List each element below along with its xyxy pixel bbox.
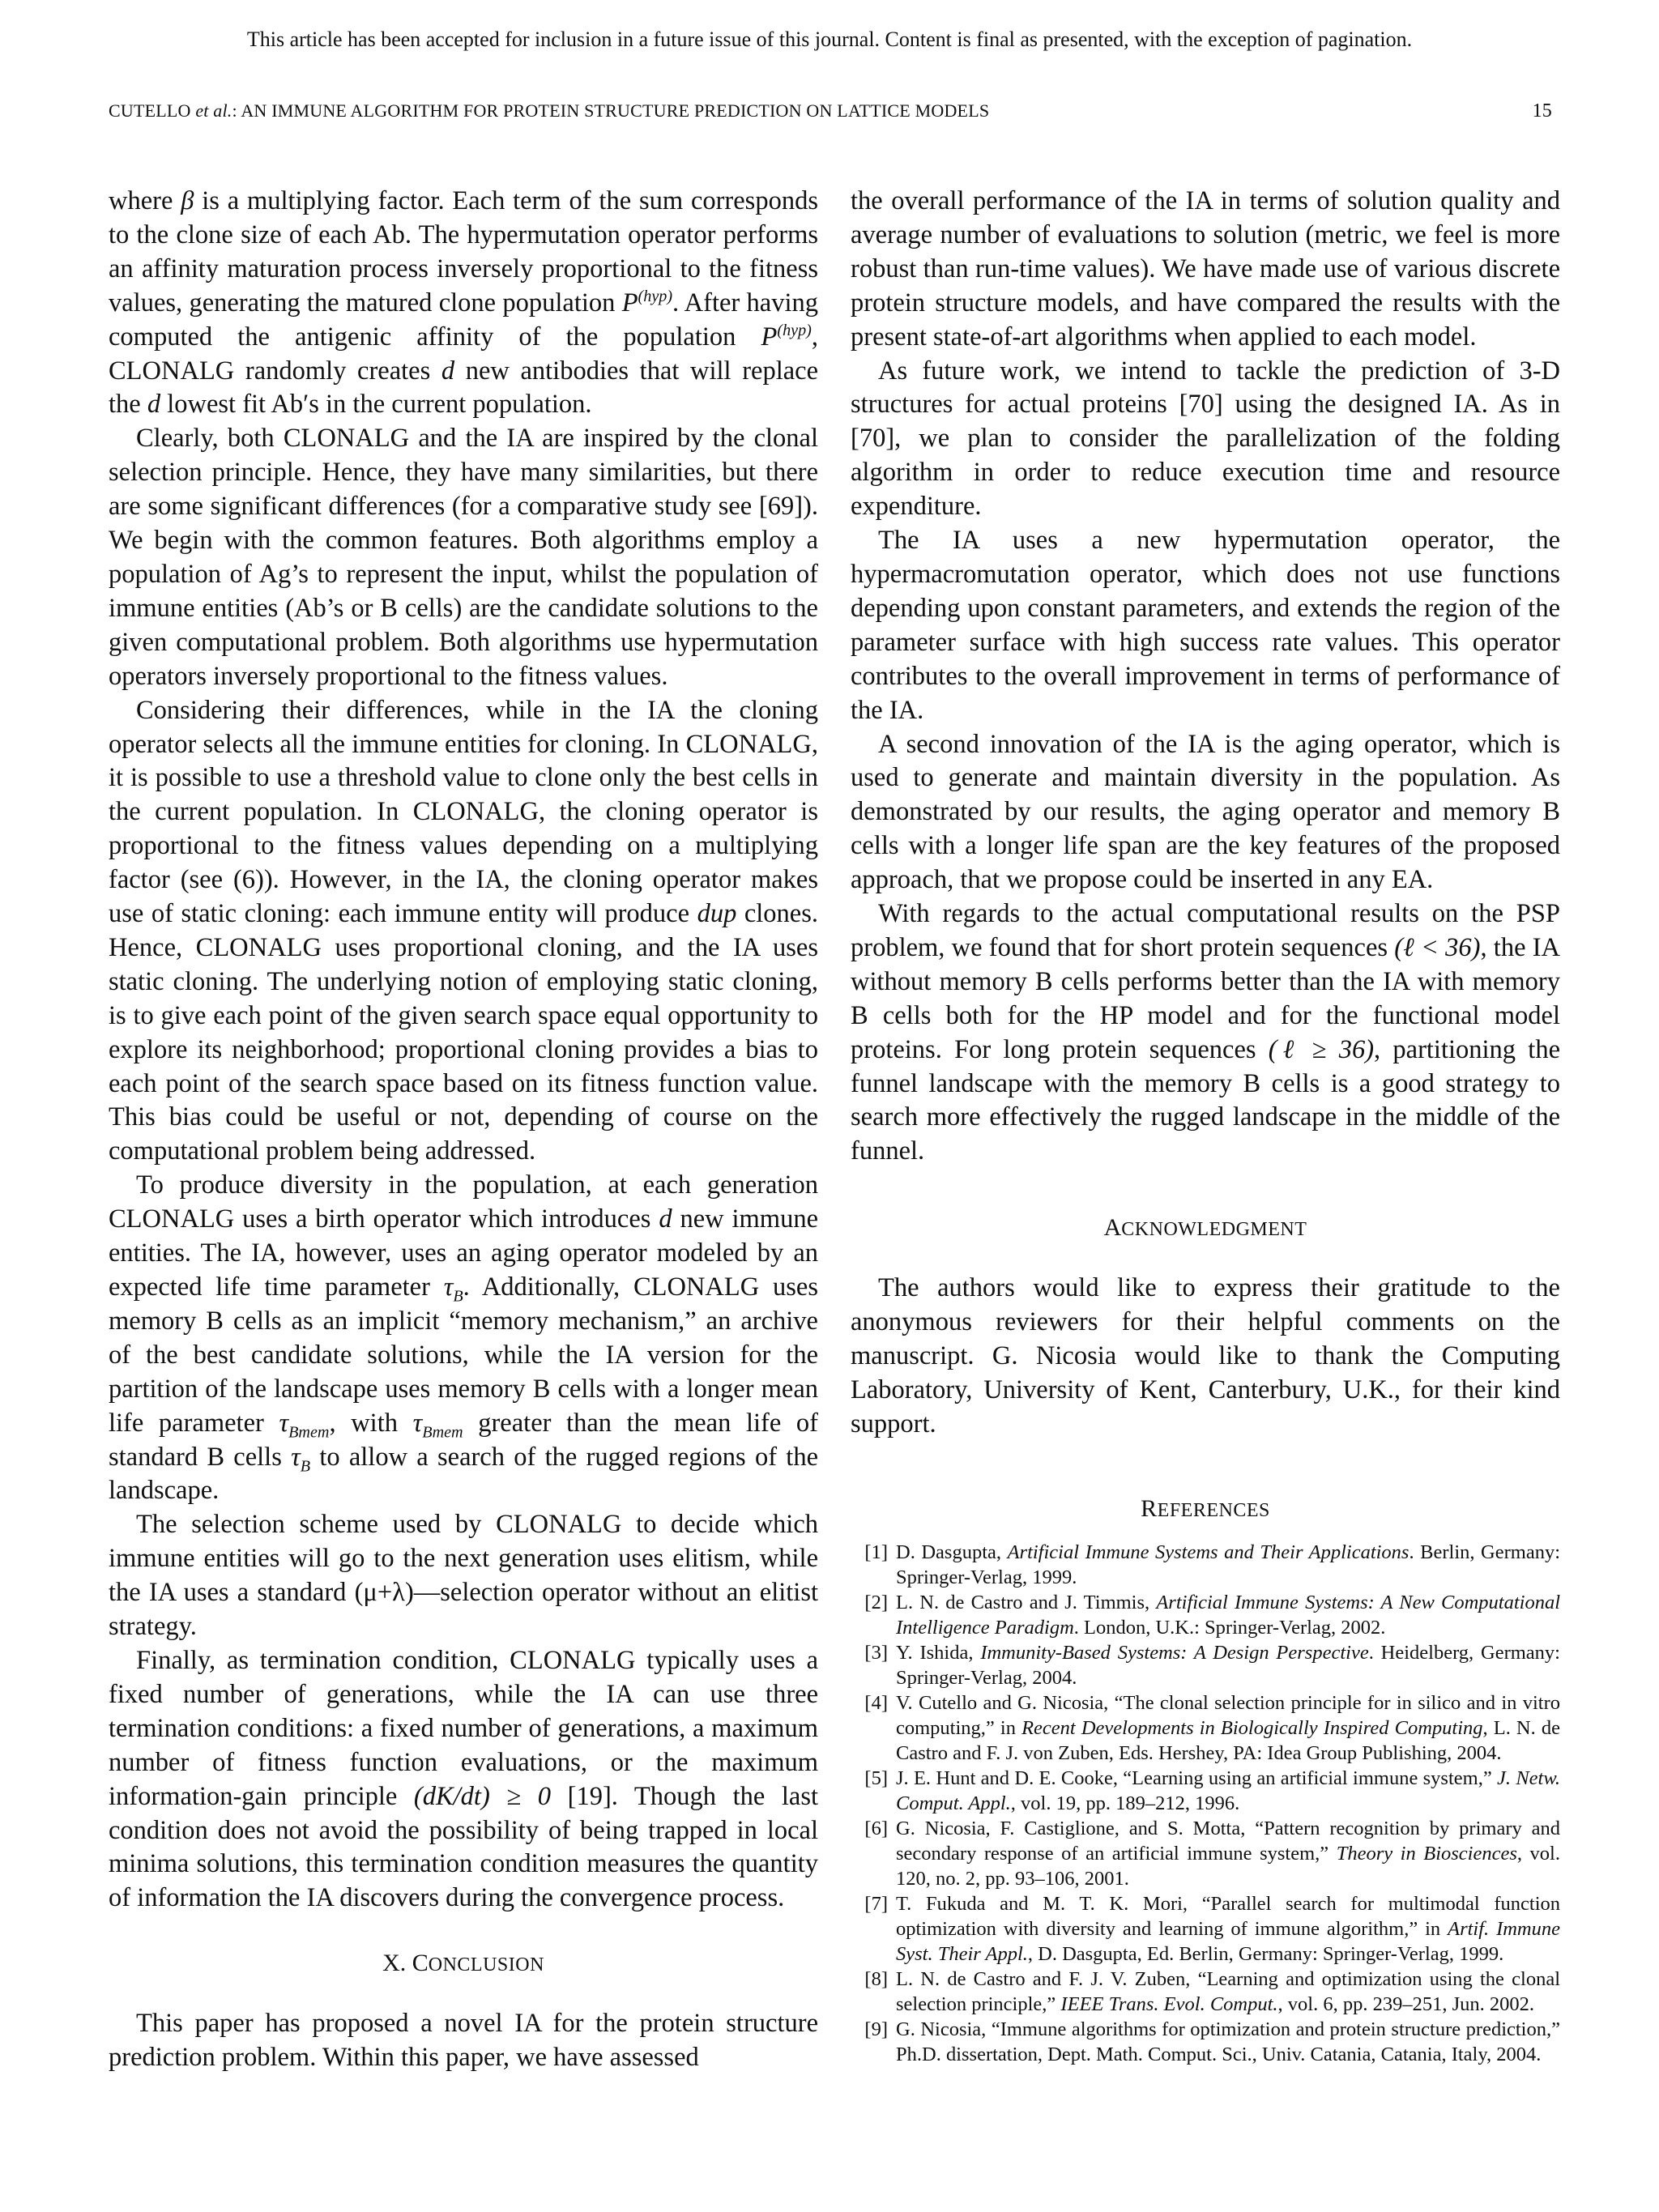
- section-heading-conclusion: X. CONCLUSION: [382, 1950, 544, 1977]
- reference-number: [7]: [864, 1892, 888, 1915]
- reference-item: [851, 1967, 1560, 2017]
- paragraph-right-2: As future work, we intend to tackle the prediction of 3-D structures for actual proteins [70] using the designed IA. As in [70], we plan to consider the parallelization of the folding algorithm in order to reduce execution time and resource expenditure.: [851, 356, 1560, 522]
- page-number: 15: [1532, 100, 1552, 121]
- running-title-etal: et al.: [195, 100, 232, 121]
- reference-number: [1]: [864, 1541, 888, 1563]
- reference-text: G. Nicosia, F. Castiglione, and S. Motta, “Pattern recognition by primary and secondary response of an artificial immune system,” Theory in Biosciences, vol. 120, no. 2, pp. 93–106, 2001.: [896, 1817, 1560, 1890]
- reference-item: [851, 1540, 1560, 1590]
- paragraph-left-2: Clearly, both CLONALG and the IA are inspired by the clonal selection principle. Hence, they have many similarities, but there are some significant differences (for a comparative study see [69]). We begin with the common features. Both algorithms employ a population of Ag’s to represent the input, whilst the population of immune entities (Ab’s or B cells) are the candidate solutions to the given computational problem. Both algorithms use hypermutation operators inversely proportional to the fitness values.: [109, 424, 818, 691]
- paragraph-right-4: A second innovation of the IA is the aging operator, which is used to generate and maintain diversity in the population. As demonstrated by our results, the aging operator and memory B cells with a longer life span are the key features of the proposed approach, that we propose could be inserted in any EA.: [851, 729, 1560, 895]
- right-column: [851, 185, 1560, 2067]
- acceptance-notice: This article has been accepted for inclusion in a future issue of this journal. Content is final as presented, with the exception of pagination.: [246, 28, 1413, 51]
- paragraph-right-3: The IA uses a new hypermutation operator, the hypermacromutation operator, which does not use functions depending upon constant parameters, and extends the region of the parameter surface with high success rate values. This operator contributes to the overall improvement in terms of performance of the IA.: [851, 526, 1560, 725]
- reference-item: [851, 1640, 1560, 1690]
- reference-number: [8]: [864, 1967, 888, 1990]
- reference-text: V. Cutello and G. Nicosia, “The clonal selection principle for in silico and in vitro computing,” in Recent Developments in Biologically Inspired Computing, L. N. de Castro and F. J. von Zuben, Eds. Hershey, PA: Idea Group Publishing, 2004.: [896, 1691, 1560, 1764]
- reference-text: J. E. Hunt and D. E. Cooke, “Learning using an artificial immune system,” J. Netw. Comput. Appl., vol. 19, pp. 189–212, 1996.: [896, 1767, 1561, 1814]
- reference-item: [851, 1816, 1560, 1891]
- running-title: CUTELLO et al.: AN IMMUNE ALGORITHM FOR PROTEIN STRUCTURE PREDICTION ON LATTICE MODELS: [109, 100, 990, 121]
- section-heading-acknowledgment: ACKNOWLEDGMENT: [1103, 1214, 1307, 1242]
- reference-number: [2]: [864, 1591, 888, 1613]
- paragraph-acknowledgment: The authors would like to express their gratitude to the anonymous reviewers for their helpful comments on the manuscript. G. Nicosia would like to thank the Computing Laboratory, University of Kent, Canterbury, U.K., for their kind support.: [851, 1273, 1560, 1438]
- paragraph-right-1: the overall performance of the IA in terms of solution quality and average number of evaluations to solution (metric, we feel is more robust than run-time values). We have made use of various discrete protein structure models, and have compared the results with the present state-of-art algorithms when applied to each model.: [851, 186, 1560, 352]
- paragraph-left-4: To produce diversity in the population, at each generation CLONALG uses a birth operator which introduces d new immune entities. The IA, however, uses an aging operator modeled by an expected life time parameter $\tau_B$. Additionally, CLONALG uses memory B cells as an implicit “memory mechanism,” an archive of the best candidate solutions, while the IA version for the partition of the landscape uses memory B cells with a longer mean life parameter $\tau_{Bmem}$, with $\tau_{Bmem}$ greater than the mean life of standard B cells $\tau_B$ to allow a search of the rugged regions of the landscape.: [109, 1170, 818, 1506]
- reference-text: T. Fukuda and M. T. K. Mori, “Parallel search for multimodal function optimization with diversity and learning of immune algorithm,” in Artif. Immune Syst. Their Appl., D. Dasgupta, Ed. Berlin, Germany: Springer-Verlag, 1999.: [896, 1892, 1560, 1965]
- reference-item: [851, 1590, 1560, 1640]
- paragraph-left-1: where β is a multiplying factor. Each term of the sum corresponds to the clone size of each Ab. The hypermutation operator performs an affinity maturation process inversely proportional to the fitness values, generating the matured clone population $P^{(hyp)}$. After having computed the antigenic affinity of the population $P^{(hyp)}$, CLONALG randomly creates d new antibodies that will replace the d lowest fit Ab′s in the current population.: [109, 186, 819, 420]
- paragraph-left-7: This paper has proposed a novel IA for the protein structure prediction problem. Within this paper, we have assessed: [109, 2009, 818, 2073]
- reference-item: [851, 1891, 1560, 1967]
- reference-text: D. Dasgupta, Artificial Immune Systems and Their Applications. Berlin, Germany: Springer-Verlag, 1999.: [896, 1541, 1561, 1588]
- reference-text: G. Nicosia, “Immune algorithms for optimization and protein structure prediction,” Ph.D. dissertation, Dept. Math. Comput. Sci., Univ. Catania, Catania, Italy, 2004.: [896, 2018, 1560, 2065]
- reference-item: [851, 1690, 1560, 1766]
- reference-number: [3]: [864, 1641, 888, 1664]
- paragraph-left-3: Considering their differences, while in the IA the cloning operator selects all the immune entities for cloning. In CLONALG, it is possible to use a threshold value to clone only the best cells in the current population. In CLONALG, the cloning operator is proportional to the fitness values depending on a multiplying factor (see (6)). However, in the IA, the cloning operator makes use of static cloning: each immune entity will produce dup clones. Hence, CLONALG uses proportional cloning, and the IA uses static cloning. The underlying notion of employing static cloning, is to give each point of the given search space equal opportunity to explore its neighborhood; proportional cloning provides a bias to each point of the search space based on its fitness function value. This bias could be useful or not, depending of course on the computational problem being addressed.: [109, 695, 818, 1166]
- reference-item: [851, 1766, 1560, 1816]
- reference-number: [5]: [864, 1767, 888, 1789]
- reference-list: [851, 1540, 1560, 2067]
- running-header: [109, 100, 1552, 121]
- reference-item: [851, 2017, 1560, 2067]
- reference-number: [9]: [864, 2018, 888, 2040]
- reference-text: Y. Ishida, Immunity-Based Systems: A Design Perspective. Heidelberg, Germany: Springer-Verlag, 2004.: [896, 1641, 1560, 1689]
- section-heading-references: REFERENCES: [1141, 1494, 1270, 1522]
- reference-text: L. N. de Castro and J. Timmis, Artificial Immune Systems: A New Computational Intelligence Paradigm. London, U.K.: Springer-Verlag, 2002.: [896, 1591, 1560, 1639]
- paragraph-left-5: The selection scheme used by CLONALG to decide which immune entities will go to the next generation uses elitism, while the IA uses a standard (μ+λ)—selection operator without an elitist strategy.: [109, 1510, 818, 1642]
- paragraph-left-6: Finally, as termination condition, CLONALG typically uses a fixed number of generations, while the IA can use three termination conditions: a fixed number of generations, a maximum number of fitness function evaluations, or the maximum information-gain principle (dK/dt) ≥ 0 [19]. Though the last condition does not avoid the possibility of being trapped in local minima solutions, this termination condition measures the quantity of information the IA discovers during the convergence process.: [109, 1645, 819, 1913]
- reference-number: [6]: [864, 1817, 888, 1839]
- reference-number: [4]: [864, 1691, 888, 1714]
- reference-text: L. N. de Castro and F. J. V. Zuben, “Learning and optimization using the clonal selection principle,” IEEE Trans. Evol. Comput., vol. 6, pp. 239–251, Jun. 2002.: [896, 1967, 1560, 2015]
- paragraph-right-5: With regards to the actual computational results on the PSP problem, we found that for short protein sequences (ℓ < 36), the IA without memory B cells performs better than the IA with memory B cells both for the HP model and for the functional model proteins. For long protein sequences (ℓ ≥ 36), partitioning the funnel landscape with the memory B cells is a good strategy to search more effectively the rugged landscape in the middle of the funnel.: [851, 899, 1560, 1166]
- left-column: [109, 185, 818, 2075]
